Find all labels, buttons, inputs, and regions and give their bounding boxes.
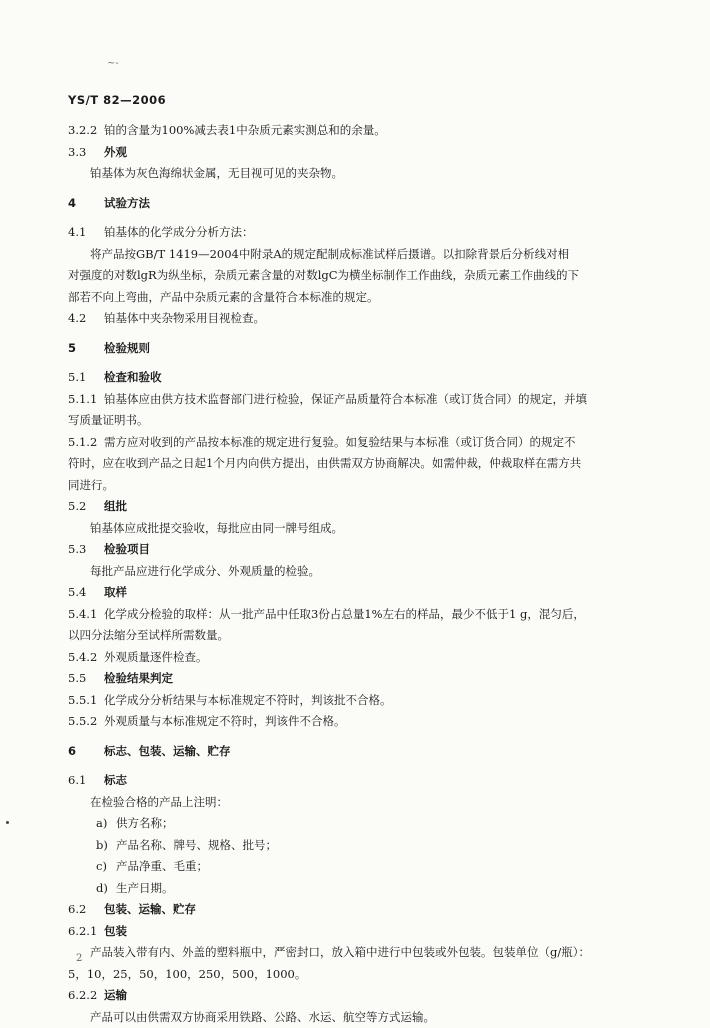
clause-number: 5.5.2 bbox=[68, 711, 98, 733]
clause-text: 检验规则 bbox=[104, 341, 150, 355]
paragraph-continuation bbox=[68, 265, 648, 287]
clause-heading bbox=[68, 985, 648, 1007]
clause-text: 取样 bbox=[104, 585, 127, 599]
clause-text: 标志 bbox=[104, 773, 127, 787]
paragraph-continuation bbox=[68, 625, 648, 647]
clause-heading bbox=[68, 899, 648, 921]
clause-text: 运输 bbox=[104, 988, 127, 1002]
clause-text: 铂基体应成批提交验收，每批应由同一牌号组成。 bbox=[90, 521, 343, 535]
clause-text: 铂基体应由供方技术监督部门进行检验，保证产品质量符合本标准（或订货合同）的规定，并填 bbox=[104, 392, 587, 406]
clause-number: 6.2.1 bbox=[68, 921, 98, 943]
clause-number: 5.4 bbox=[68, 582, 98, 604]
paragraph-continuation bbox=[68, 475, 648, 497]
clause-text: 产品净重、毛重； bbox=[116, 859, 208, 873]
paragraph-line bbox=[68, 163, 648, 185]
clause-text: 将产品按GB/T 1419—2004中附录A的规定配制成标准试样后摄谱。以扣除背景后分析线对相 bbox=[90, 247, 569, 261]
paragraph-continuation bbox=[68, 453, 648, 475]
clause-text: 对强度的对数lgR为纵坐标，杂质元素含量的对数lgC为横坐标制作工作曲线，杂质元素工作曲线的下 bbox=[68, 268, 579, 282]
paragraph-line bbox=[68, 518, 648, 540]
clause-heading bbox=[68, 367, 648, 389]
standard-header: YS/T 82—2006 bbox=[68, 93, 166, 107]
text-line bbox=[68, 647, 648, 669]
clause-text: 化学成分分析结果与本标准规定不符时，判该批不合格。 bbox=[104, 693, 392, 707]
clause-number: 4.2 bbox=[68, 308, 98, 330]
clause-heading bbox=[68, 770, 648, 792]
clause-number: b) bbox=[96, 835, 112, 857]
clause-text: 产品装入带有内、外盖的塑料瓶中，严密封口，放入箱中进行中包装或外包装。包装单位（g/瓶）： bbox=[90, 945, 590, 959]
list-item bbox=[68, 856, 648, 878]
clause-text: 检验结果判定 bbox=[104, 671, 173, 685]
clause-number: 5.5 bbox=[68, 668, 98, 690]
section-heading bbox=[68, 741, 648, 763]
clause-number: 6.2.2 bbox=[68, 985, 98, 1007]
paragraph-continuation bbox=[68, 287, 648, 309]
clause-text: 符时，应在收到产品之日起1个月内向供方提出，由供需双方协商解决。如需仲裁，仲裁取样在需方共 bbox=[68, 456, 581, 470]
clause-number: 4 bbox=[68, 193, 98, 215]
clause-text: 生产日期。 bbox=[116, 881, 174, 895]
section-gap bbox=[68, 330, 648, 338]
clause-text: 铂的含量为100%减去表1中杂质元素实测总和的余量。 bbox=[104, 123, 386, 137]
clause-number: 5.1.1 bbox=[68, 389, 98, 411]
clause-heading bbox=[68, 539, 648, 561]
clause-number: 6.2 bbox=[68, 899, 98, 921]
clause-text: 检验项目 bbox=[104, 542, 150, 556]
clause-text: 标志、包装、运输、贮存 bbox=[104, 744, 231, 758]
clause-number: 5.4.1 bbox=[68, 604, 98, 626]
clause-number: 6 bbox=[68, 741, 98, 763]
paragraph-line bbox=[68, 561, 648, 583]
text-line bbox=[68, 432, 648, 454]
text-line bbox=[68, 711, 648, 733]
clause-number: d) bbox=[96, 878, 112, 900]
clause-text: 外观 bbox=[104, 145, 127, 159]
text-line bbox=[68, 604, 648, 626]
section-gap bbox=[68, 762, 648, 770]
paragraph-line bbox=[68, 1007, 648, 1028]
clause-text: 5，10，25，50，100，250，500，1000。 bbox=[68, 967, 306, 981]
section-heading bbox=[68, 338, 648, 360]
clause-text: 铂基体中夹杂物采用目视检查。 bbox=[104, 311, 265, 325]
section-gap bbox=[68, 214, 648, 222]
clause-number: 3.3 bbox=[68, 142, 98, 164]
section-gap bbox=[68, 185, 648, 193]
clause-text: 同进行。 bbox=[68, 478, 114, 492]
clause-text: 每批产品应进行化学成分、外观质量的检验。 bbox=[90, 564, 320, 578]
paragraph-line bbox=[68, 942, 648, 964]
text-line bbox=[68, 222, 648, 244]
clause-heading bbox=[68, 582, 648, 604]
text-line bbox=[68, 308, 648, 330]
document-body bbox=[68, 120, 648, 1028]
clause-number: 5.5.1 bbox=[68, 690, 98, 712]
clause-heading bbox=[68, 668, 648, 690]
paragraph-continuation bbox=[68, 964, 648, 986]
text-line bbox=[68, 690, 648, 712]
clause-text: 组批 bbox=[104, 499, 127, 513]
clause-heading bbox=[68, 496, 648, 518]
clause-text: 写质量证明书。 bbox=[68, 413, 149, 427]
clause-text: 检查和验收 bbox=[104, 370, 162, 384]
scan-mark: ~- bbox=[107, 58, 119, 69]
clause-text: 试验方法 bbox=[104, 196, 150, 210]
paragraph-line bbox=[68, 244, 648, 266]
clause-number: 6.1 bbox=[68, 770, 98, 792]
clause-heading bbox=[68, 142, 648, 164]
clause-number: 5 bbox=[68, 338, 98, 360]
clause-text: 包装 bbox=[104, 924, 127, 938]
clause-text: 在检验合格的产品上注明： bbox=[90, 795, 228, 809]
page-number: 2 bbox=[76, 953, 82, 964]
clause-number: 3.2.2 bbox=[68, 120, 98, 142]
scan-speck bbox=[6, 821, 9, 824]
clause-text: 铂基体的化学成分分析方法： bbox=[104, 225, 254, 239]
clause-number: 5.1.2 bbox=[68, 432, 98, 454]
clause-text: 化学成分检验的取样：从一批产品中任取3份占总量1%左右的样品，最少不低于1 g，混匀后， bbox=[104, 607, 585, 621]
clause-number: a) bbox=[96, 813, 112, 835]
list-item bbox=[68, 813, 648, 835]
clause-text: 需方应对收到的产品按本标准的规定进行复验。如复验结果与本标准（或订货合同）的规定不 bbox=[104, 435, 576, 449]
section-heading bbox=[68, 193, 648, 215]
clause-text: 铂基体为灰色海绵状金属，无目视可见的夹杂物。 bbox=[90, 166, 343, 180]
clause-number: 5.4.2 bbox=[68, 647, 98, 669]
clause-text: 部若不向上弯曲，产品中杂质元素的含量符合本标准的规定。 bbox=[68, 290, 379, 304]
clause-number: c) bbox=[96, 856, 112, 878]
list-item bbox=[68, 835, 648, 857]
clause-text: 供方名称； bbox=[116, 816, 174, 830]
clause-number: 5.1 bbox=[68, 367, 98, 389]
section-gap bbox=[68, 359, 648, 367]
clause-text: 包装、运输、贮存 bbox=[104, 902, 196, 916]
clause-text: 外观质量逐件检查。 bbox=[104, 650, 208, 664]
section-gap bbox=[68, 733, 648, 741]
clause-text: 产品名称、牌号、规格、批号； bbox=[116, 838, 277, 852]
clause-number: 5.3 bbox=[68, 539, 98, 561]
clause-text: 产品可以由供需双方协商采用铁路、公路、水运、航空等方式运输。 bbox=[90, 1010, 435, 1024]
paragraph-continuation bbox=[68, 410, 648, 432]
paragraph-line bbox=[68, 792, 648, 814]
list-item bbox=[68, 878, 648, 900]
clause-heading bbox=[68, 921, 648, 943]
text-line bbox=[68, 389, 648, 411]
clause-number: 5.2 bbox=[68, 496, 98, 518]
clause-text: 外观质量与本标准规定不符时，判该件不合格。 bbox=[104, 714, 346, 728]
clause-text: 以四分法缩分至试样所需数量。 bbox=[68, 628, 229, 642]
clause-number: 4.1 bbox=[68, 222, 98, 244]
text-line bbox=[68, 120, 648, 142]
